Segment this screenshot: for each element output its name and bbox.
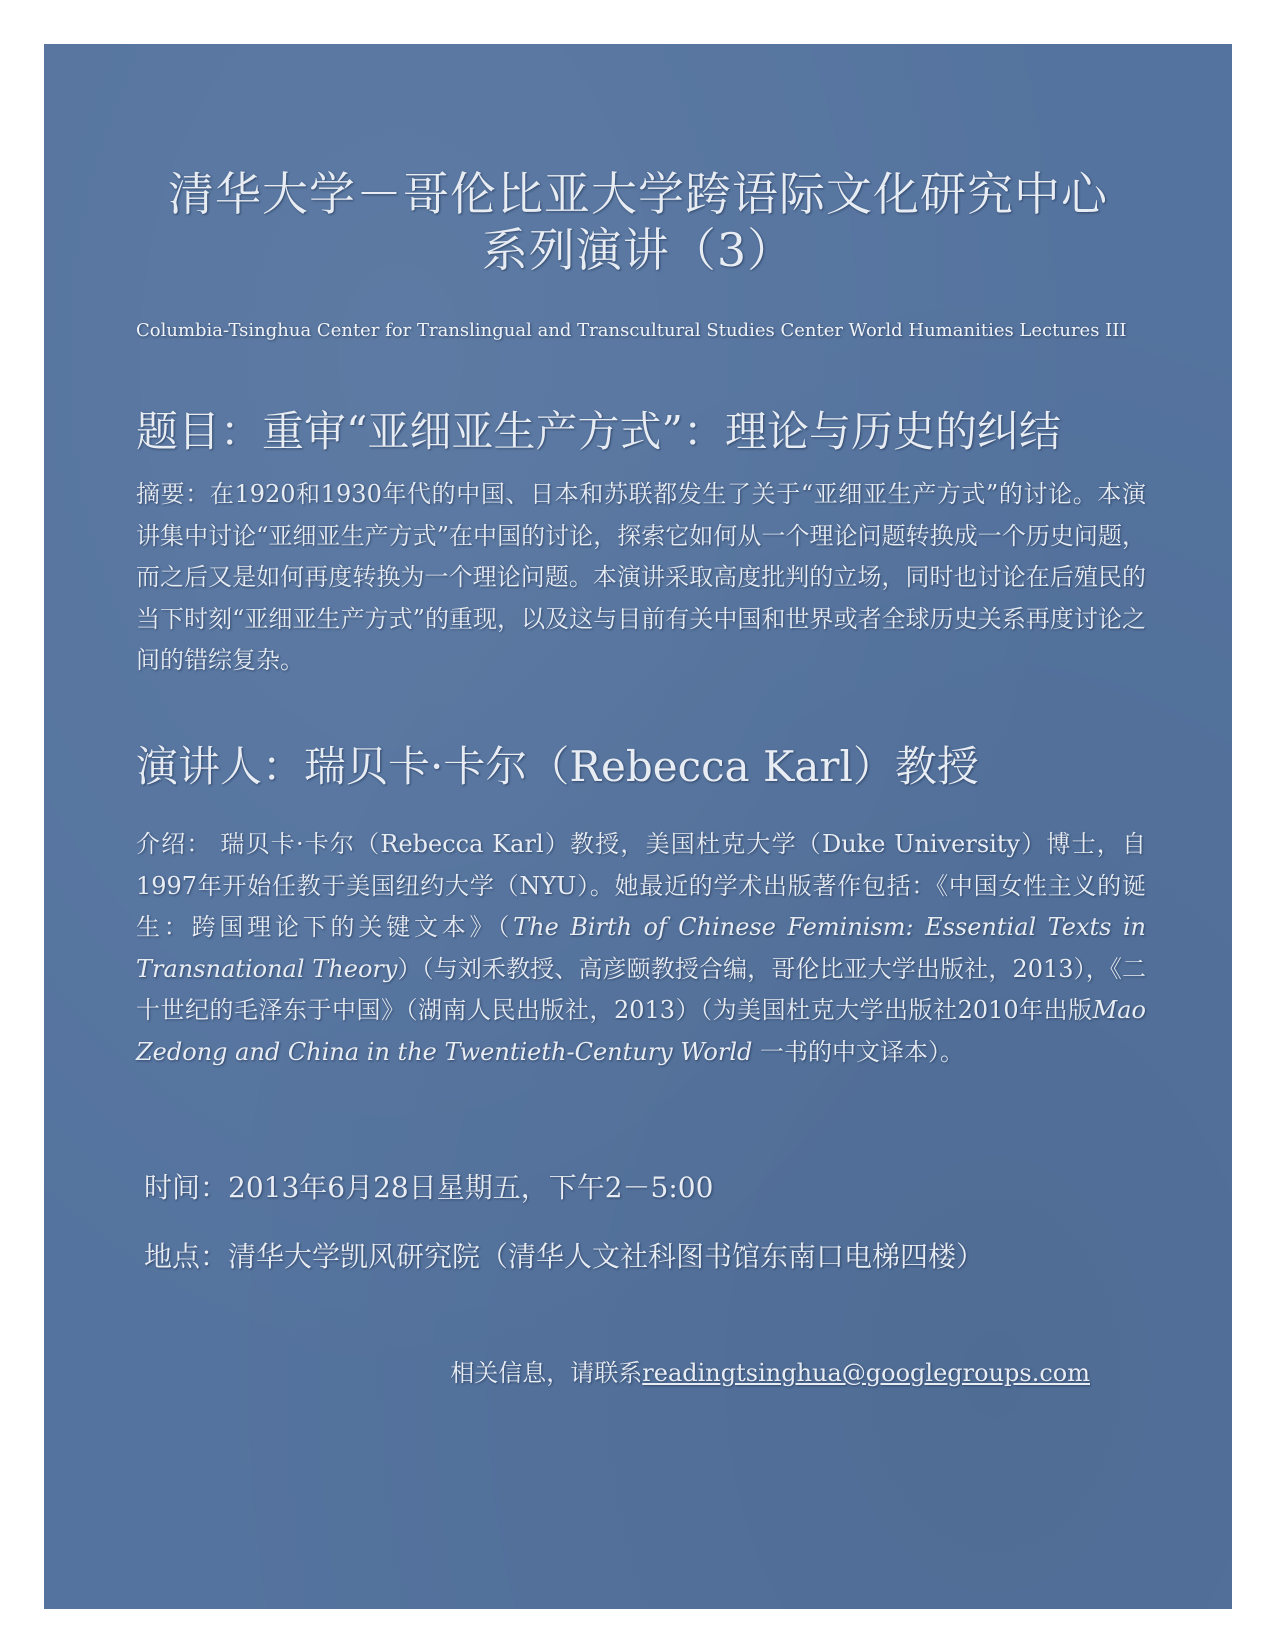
title-line-2: 系列演讲（3） <box>481 223 795 277</box>
intro-text-part1: 介绍： 瑞贝卡·卡尔（Rebecca Karl）教授，美国杜克大学（Duke University）博士，自1997年开始任教于美国纽约大学（NYU）。她最近的学术出版著作包括：《中国女性主义的诞生：跨国理论下的关键文本》（ <box>136 830 1146 941</box>
book-title-mao-zedong: Mao Zedong and China in the Twentieth-Century World <box>136 996 1146 1066</box>
english-subtitle: Columbia-Tsinghua Center for Translingual and Transcultural Studies Center World Humanities Lectures III <box>136 320 1127 341</box>
poster-background <box>44 44 1232 1609</box>
lecture-time: 时间：2013年6月28日星期五，下午2－5:00 <box>144 1171 714 1204</box>
contact-line <box>450 1356 1090 1390</box>
book-title-birth-of-chinese-feminism: The Birth of Chinese Feminism: Essential Texts in Transnational Theory <box>136 913 1147 983</box>
intro-text-part2: ）（与刘禾教授、高彦颐教授合编，哥伦比亚大学出版社，2013），《二十世纪的毛泽东于中国》（湖南人民出版社，2013）（为美国杜克大学出版社2010年出版 <box>136 954 1146 1024</box>
intro-text-part3: 一书的中文译本）。 <box>752 1037 964 1066</box>
speaker-heading: 演讲人：瑞贝卡·卡尔（Rebecca Karl）教授 <box>136 742 979 791</box>
lecture-location: 地点：清华大学凯风研究院（清华人文社科图书馆东南口电梯四楼） <box>144 1240 985 1273</box>
abstract-paragraph: 摘要：在1920和1930年代的中国、日本和苏联都发生了关于“亚细亚生产方式”的讨论。本演讲集中讨论“亚细亚生产方式”在中国的讨论，探索它如何从一个理论问题转换成一个历史问题，而之后又是如何再度转换为一个理论问题。本演讲采取高度批判的立场，同时也讨论在后殖民的当下时刻“亚细亚生产方式”的重现，以及这与目前有关中国和世界或者全球历史关系再度讨论之间的错综复杂。 <box>136 480 1146 674</box>
lecture-topic: 题目：重审“亚细亚生产方式”：理论与历史的纠结 <box>136 407 1061 456</box>
speaker-intro-paragraph <box>136 824 1146 1073</box>
contact-email-link[interactable]: readingtsinghua@googlegroups.com <box>642 1359 1090 1387</box>
title-line-1: 清华大学－哥伦比亚大学跨语际文化研究中心 <box>168 167 1108 221</box>
contact-prefix: 相关信息，请联系 <box>450 1359 643 1387</box>
